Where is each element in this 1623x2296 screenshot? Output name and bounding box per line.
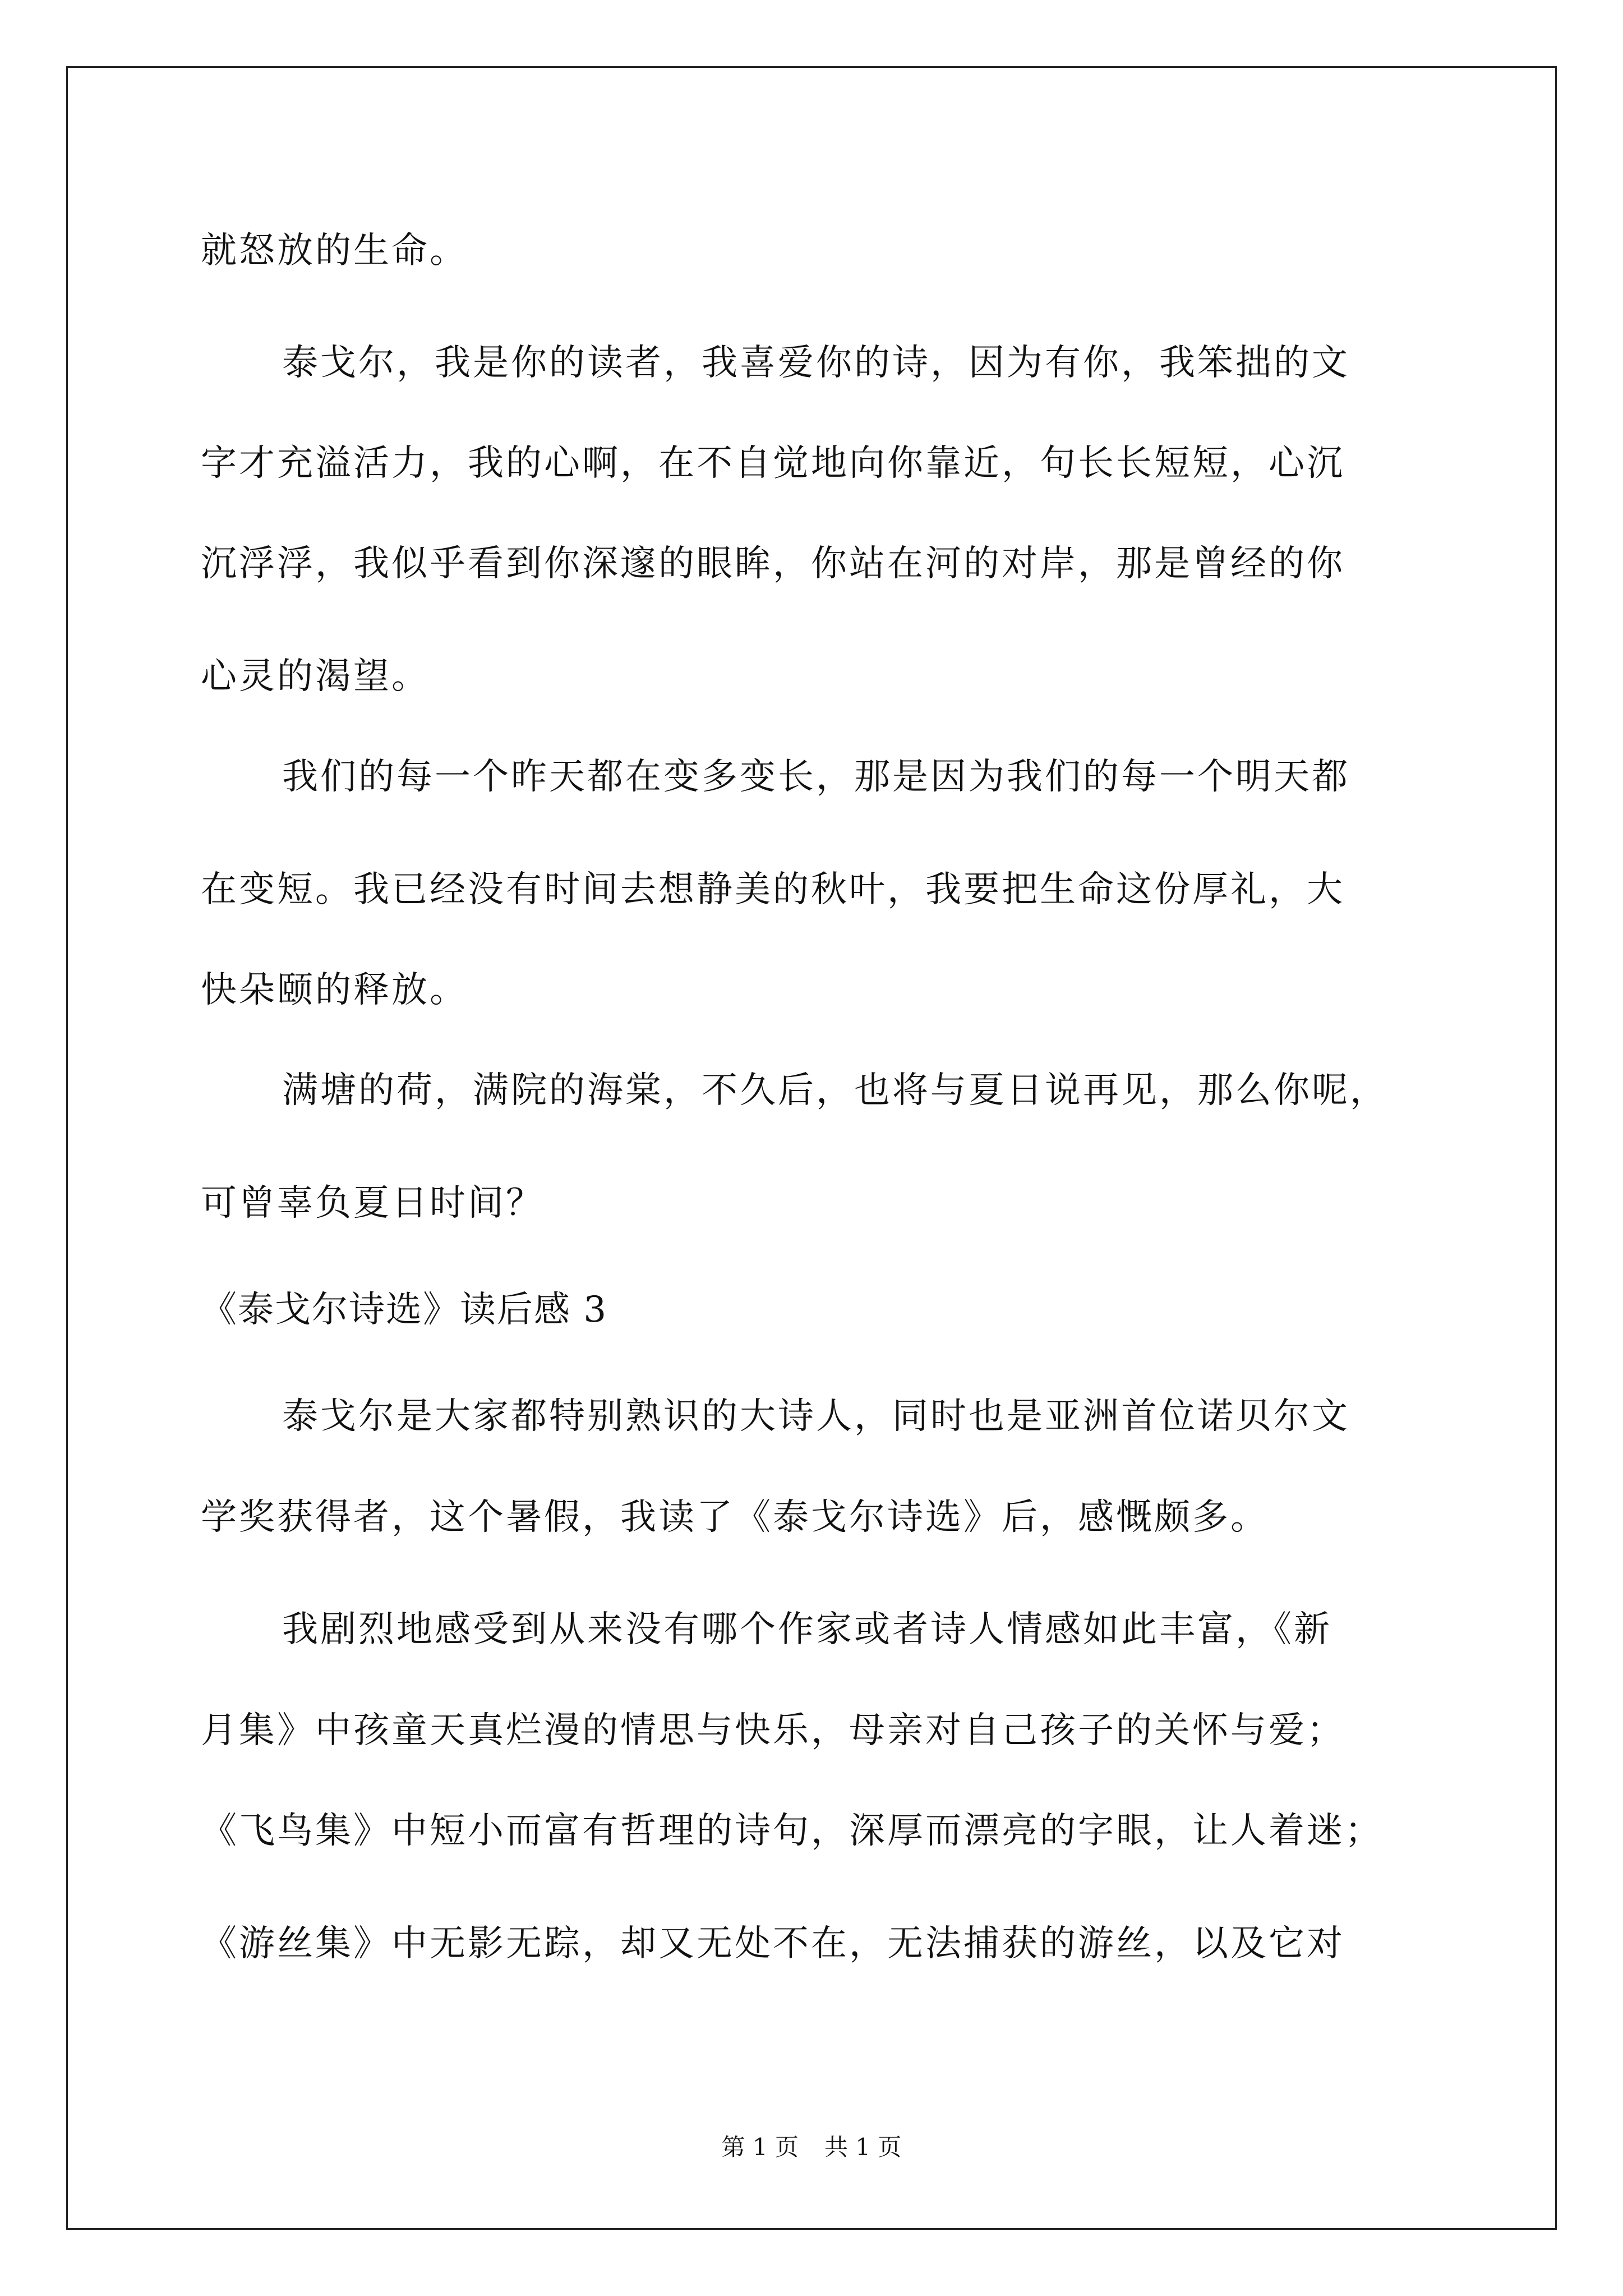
- text-line: 《飞鸟集》中短小而富有哲理的诗句，深厚而漂亮的字眼，让人着迷；: [201, 1810, 1383, 1852]
- text-line: 快朵颐的释放。: [201, 969, 468, 1011]
- text-line: 月集》中孩童天真烂漫的情思与快乐，母亲对自己孩子的关怀与爱；: [201, 1710, 1345, 1751]
- page-number: 第 1 页: [721, 2133, 799, 2161]
- text-line: 字才充溢活力，我的心啊，在不自觉地向你靠近，句长长短短，心沉: [201, 443, 1345, 484]
- text-line: 泰戈尔，我是你的读者，我喜爱你的诗，因为有你，我笨拙的文: [282, 342, 1350, 384]
- section-heading: 《泰戈尔诗选》读后感 3: [201, 1289, 608, 1331]
- text-line: 满塘的荷，满院的海棠，不久后，也将与夏日说再见，那么你呢，: [282, 1070, 1388, 1111]
- text-line: 我剧烈地感受到从来没有哪个作家或者诗人情感如此丰富，《新: [282, 1609, 1332, 1650]
- text-line: 学奖获得者，这个暑假，我读了《泰戈尔诗选》后，感慨颇多。: [201, 1497, 1269, 1538]
- text-line: 泰戈尔是大家都特别熟识的大诗人，同时也是亚洲首位诺贝尔文: [282, 1396, 1350, 1437]
- text-line: 《游丝集》中无影无踪，却又无处不在，无法捕获的游丝，以及它对: [201, 1923, 1345, 1964]
- text-line: 就怒放的生命。: [201, 230, 468, 272]
- text-line: 在变短。我已经没有时间去想静美的秋叶，我要把生命这份厚礼，大: [201, 869, 1345, 910]
- text-line: 可曾辜负夏日时间？: [201, 1182, 544, 1224]
- page-border: [66, 66, 1557, 2230]
- page-footer: [0, 2131, 1623, 2164]
- text-line: 沉浮浮，我似乎看到你深邃的眼眸，你站在河的对岸，那是曾经的你: [201, 543, 1345, 585]
- text-line: 我们的每一个昨天都在变多变长，那是因为我们的每一个明天都: [282, 756, 1350, 798]
- page-total: 共 1 页: [824, 2133, 902, 2161]
- text-line: 心灵的渴望。: [201, 656, 430, 697]
